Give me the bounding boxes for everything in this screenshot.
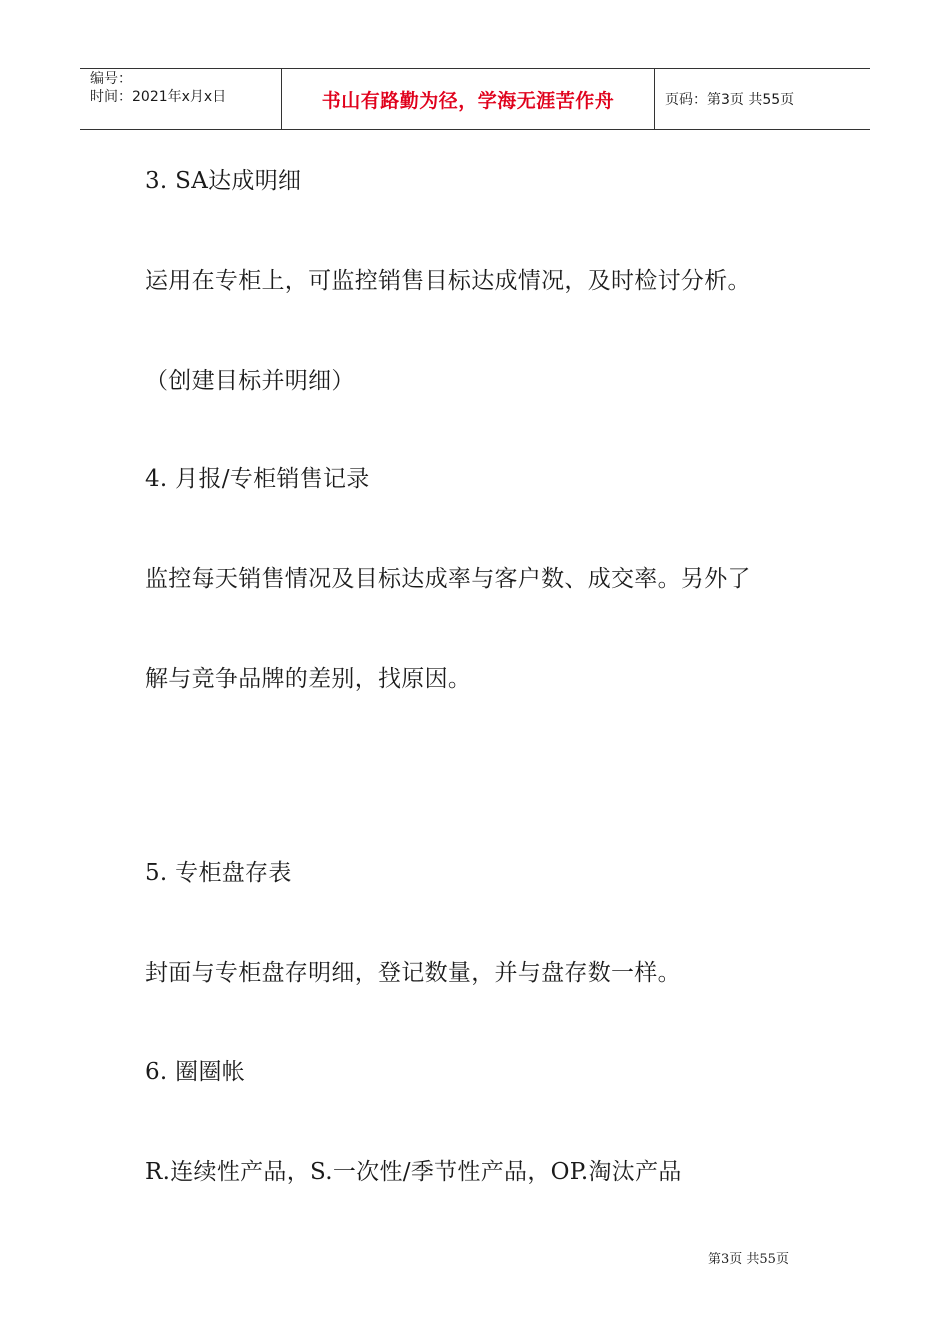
header-motto: 书山有路勤为径，学海无涯苦作舟 [321, 89, 615, 112]
section-heading-inventory-sheet: 5. 专柜盘存表 [145, 860, 292, 886]
document-number-label: 编号： [90, 71, 132, 87]
header-page-number: 页码：第3页 共55页 [665, 92, 795, 108]
paragraph-line: （创建目标并明细） [145, 368, 355, 394]
paragraph-line: 解与竞争品牌的差别，找原因。 [145, 666, 472, 692]
section-heading-circle-account: 6. 圈圈帐 [145, 1059, 246, 1085]
paragraph-line: R.连续性产品，S.一次性/季节性产品，OP.淘汰产品 [145, 1159, 682, 1185]
section-heading-sa-details: 3. SA达成明细 [145, 168, 302, 194]
document-time-label: 时间：2021年x月x日 [90, 89, 227, 105]
section-heading-monthly-report: 4. 月报/专柜销售记录 [145, 466, 370, 492]
page-header [80, 68, 870, 130]
paragraph-line: 运用在专柜上，可监控销售目标达成情况，及时检讨分析。 [145, 268, 751, 294]
header-motto-cell [282, 69, 655, 129]
header-meta-cell [80, 69, 282, 129]
page-footer: 第3页 共55页 [708, 1252, 789, 1267]
paragraph-line: 封面与专柜盘存明细，登记数量，并与盘存数一样。 [145, 960, 681, 986]
paragraph-line: 监控每天销售情况及目标达成率与客户数、成交率。另外了 [145, 566, 751, 592]
header-page-cell [655, 69, 870, 129]
